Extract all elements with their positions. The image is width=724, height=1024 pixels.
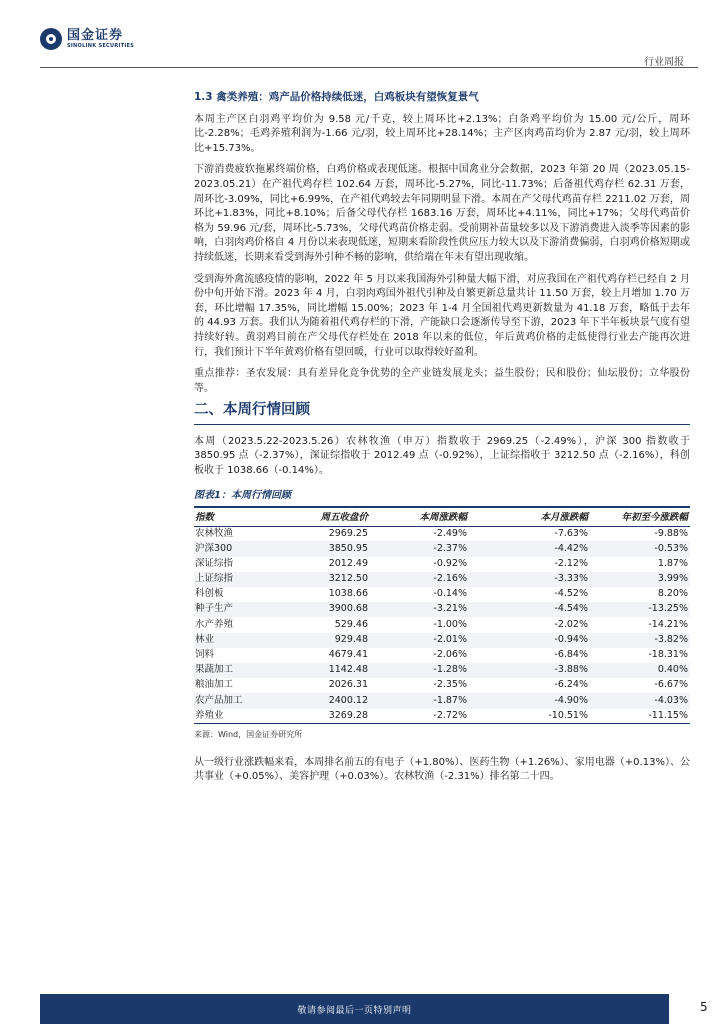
cell-index-name: 饲料	[195, 649, 215, 661]
page-header	[0, 0, 724, 68]
paragraph-downstream-demand: 下游消费疲软拖累终端价格，白鸡价格或表现低迷。根据中国禽业分会数据，2023 年第 20 周（2023.05.15-2023.05.21）在产祖代鸡存栏 102.64 万套，周环比-5.27%，同比-11.73%；后备祖代鸡存栏 62.31 万套，周环比-3.09%，同比+6.99%，在产祖代鸡较去年同期明显下滑。本周在产父母代鸡苗存栏 2211.02 万套，周环比+1.83%，同比+8.10%；后备父母代存栏 1683.16 万套，周环比+4.11%，同比+17%；父母代鸡苗价格为 59.96 元/套，周环比-5.73%，父母代鸡苗价格走弱。受前期补苗量较多以及下游消费进入淡季等因素的影响，白羽肉鸡价格自 4 月份以来表现低迷，短期来看阶段性供应压力较大以及下游消费偏弱，白羽鸡价格短期或持续低迷，长期来看受到海外引种不畅的影响，供给端在年末有望出现收缩。	[194, 164, 690, 263]
cell-monthly: -4.42%	[469, 541, 590, 556]
cell-ytd: -18.31%	[648, 649, 688, 661]
table-row	[194, 541, 690, 556]
paragraph-poultry-prices: 本周主产区白羽鸡平均价为 9.58 元/千克，较上周环比+2.13%；白条鸡平均价为 15.00 元/公斤，周环比-2.28%；毛鸡养殖利润为-1.66 元/羽，较上周环比+28.14%；主产区肉鸡苗均价为 2.87 元/羽，较上周环比+15.73%。	[194, 113, 690, 154]
cell-monthly: -4.52%	[554, 588, 588, 600]
table-row	[194, 648, 690, 663]
cell-close: 529.46	[334, 618, 368, 630]
company-logo	[40, 28, 134, 50]
cell-close: 4679.41	[328, 649, 368, 661]
header-divider	[40, 67, 698, 68]
table-row	[194, 587, 690, 602]
cell-weekly: -2.16%	[370, 572, 469, 587]
cell-close: 1142.48	[284, 663, 370, 678]
cell-weekly: -2.72%	[370, 709, 469, 724]
cell-monthly: -4.54%	[469, 602, 590, 617]
cell-monthly: -3.88%	[469, 663, 590, 678]
cell-index-name: 养殖业	[194, 709, 284, 724]
cell-ytd: -9.88%	[654, 527, 688, 539]
column-header-close: 周五收盘价	[284, 510, 370, 526]
page-number: 5	[700, 1000, 708, 1014]
cell-close: 1038.66	[328, 588, 368, 600]
column-header-monthly: 本月涨跌幅	[469, 510, 590, 526]
cell-close: 3900.68	[284, 602, 370, 617]
table-source-note: 来源：Wind，国金证券研究所	[194, 730, 303, 740]
cell-monthly: -10.51%	[469, 709, 590, 724]
paragraph-industry-ranking: 从一级行业涨跌幅来看，本周排名前五的有电子（+1.80%）、医药生物（+1.26%）、家用电器（+0.13%）、公共事业（+0.05%）、美容护理（+0.03%）。农林牧渔（-2.31%）排名第二十四。	[194, 756, 690, 783]
page-footer	[0, 994, 724, 1024]
table-row	[194, 663, 690, 678]
cell-ytd: 0.40%	[590, 663, 690, 678]
cell-ytd: -14.21%	[648, 618, 688, 630]
cell-monthly: -4.90%	[469, 693, 590, 708]
cell-monthly: -6.24%	[554, 679, 588, 691]
cell-close: 2969.25	[328, 527, 368, 539]
cell-weekly: -2.35%	[433, 679, 467, 691]
cell-index-name: 水产养殖	[195, 618, 234, 630]
table-row	[194, 602, 690, 617]
cell-weekly: -2.01%	[370, 633, 469, 648]
cell-ytd: -11.15%	[590, 709, 690, 724]
cell-ytd: -0.53%	[590, 541, 690, 556]
section-1-3-heading: 1.3 禽类养殖：鸡产品价格持续低迷，白鸡板块有望恢复景气	[194, 91, 479, 103]
column-header-ytd: 年初至今涨跌幅	[590, 510, 690, 526]
cell-index-name: 种子生产	[194, 602, 284, 617]
logo-english-name: SINOLINK SECURITIES	[67, 42, 135, 49]
cell-weekly: -1.28%	[370, 663, 469, 678]
cell-weekly: -1.00%	[433, 618, 467, 630]
cell-index-name: 上证综指	[194, 572, 284, 587]
section-2-title: 二、本周行情回顾	[194, 402, 310, 419]
cell-monthly: -2.12%	[554, 557, 588, 569]
column-header-weekly: 本周涨跌幅	[370, 510, 469, 526]
cell-ytd: 3.99%	[590, 572, 690, 587]
cell-monthly: -6.84%	[554, 649, 588, 661]
cell-weekly: -2.37%	[370, 541, 469, 556]
cell-index-name: 农产品加工	[194, 693, 284, 708]
figure-title: 图表1：本周行情回顾	[194, 489, 690, 509]
table-row	[194, 572, 690, 587]
table-row	[194, 709, 690, 724]
cell-weekly: -2.06%	[433, 649, 467, 661]
cell-index-name: 科创板	[195, 588, 224, 600]
table-row	[194, 678, 690, 693]
report-type-label: 行业周报	[644, 57, 684, 68]
cell-weekly: -0.14%	[433, 588, 467, 600]
table-row	[194, 633, 690, 648]
table-row	[194, 693, 690, 708]
footer-disclaimer-link[interactable]: 敬请参阅最后一页特别声明	[297, 1006, 412, 1016]
cell-close: 2400.12	[284, 693, 370, 708]
table-row	[194, 557, 690, 572]
cell-weekly: -0.92%	[433, 557, 467, 569]
cell-ytd: -3.82%	[590, 633, 690, 648]
cell-close: 2026.31	[328, 679, 368, 691]
market-review-table	[194, 510, 690, 724]
cell-monthly: -3.33%	[469, 572, 590, 587]
cell-ytd: -6.67%	[654, 679, 688, 691]
table-row	[194, 526, 690, 541]
cell-close: 3269.28	[284, 709, 370, 724]
logo-mark-icon	[40, 28, 62, 50]
main-content	[194, 90, 690, 792]
column-header-index: 指数	[194, 510, 284, 526]
cell-index-name: 果蔬加工	[194, 663, 284, 678]
cell-weekly: -1.87%	[370, 693, 469, 708]
cell-index-name: 农林牧渔	[195, 527, 234, 539]
cell-close: 3212.50	[284, 572, 370, 587]
cell-ytd: 8.20%	[657, 588, 688, 600]
cell-index-name: 沪深300	[194, 541, 284, 556]
cell-monthly: -7.63%	[554, 527, 588, 539]
cell-weekly: -2.49%	[433, 527, 467, 539]
paragraph-overseas-import: 受到海外禽流感疫情的影响，2022 年 5 月以来我国海外引种量大幅下滑，对应我国在产祖代鸡存栏已经自 2 月份中旬开始下滑。2023 年 4 月，白羽肉鸡国外祖代引种及自繁更新总量共计 11.50 万套，较上月增加 1.70 万套，环比增幅 17.35%，同比增幅 15.00%；2023 年 1-4 月全国祖代鸡更新数量为 41.18 万套，略低于去年的 44.93 万套。我们认为随着祖代鸡存栏的下滑，产能缺口会逐渐传导至下游，2023 年下半年板块景气度有望持续好转。黄羽鸡目前在产父母代存栏处在 2018 年以来的低位，年后黄鸡价格的走低使得行业去产能再次进行，我们预计下半年黄鸡价格有望回暖，行业可以取得较好盈利。	[194, 273, 690, 358]
cell-index-name: 粮油加工	[195, 679, 234, 691]
paragraph-market-review: 本周（2023.5.22-2023.5.26）农林牧渔（申万）指数收于 2969.25（-2.49%），沪深 300 指数收于 3850.95 点（-2.37%），深证综指收于 2012.49 点（-0.92%），上证综指收于 3212.50 点（-2.16%），科创板收于 1038.66（-0.14%）。	[194, 435, 690, 477]
cell-close: 3850.95	[284, 541, 370, 556]
cell-index-name: 深证综指	[195, 557, 234, 569]
logo-chinese-name: 国金证券	[67, 27, 124, 43]
cell-monthly: -2.02%	[554, 618, 588, 630]
table-header-row	[194, 510, 690, 526]
cell-close: 929.48	[284, 633, 370, 648]
cell-monthly: -0.94%	[469, 633, 590, 648]
cell-ytd: 1.87%	[657, 557, 688, 569]
cell-index-name: 林业	[194, 633, 284, 648]
paragraph-recommendations: 重点推荐：圣农发展：具有差异化竞争优势的全产业链发展龙头；益生股份；民和股份；仙坛股份；立华股份等。	[194, 368, 690, 394]
table-row	[194, 617, 690, 632]
cell-ytd: -13.25%	[590, 602, 690, 617]
cell-weekly: -3.21%	[370, 602, 469, 617]
cell-close: 2012.49	[328, 557, 368, 569]
section-2-heading	[194, 403, 690, 425]
cell-ytd: -4.03%	[590, 693, 690, 708]
